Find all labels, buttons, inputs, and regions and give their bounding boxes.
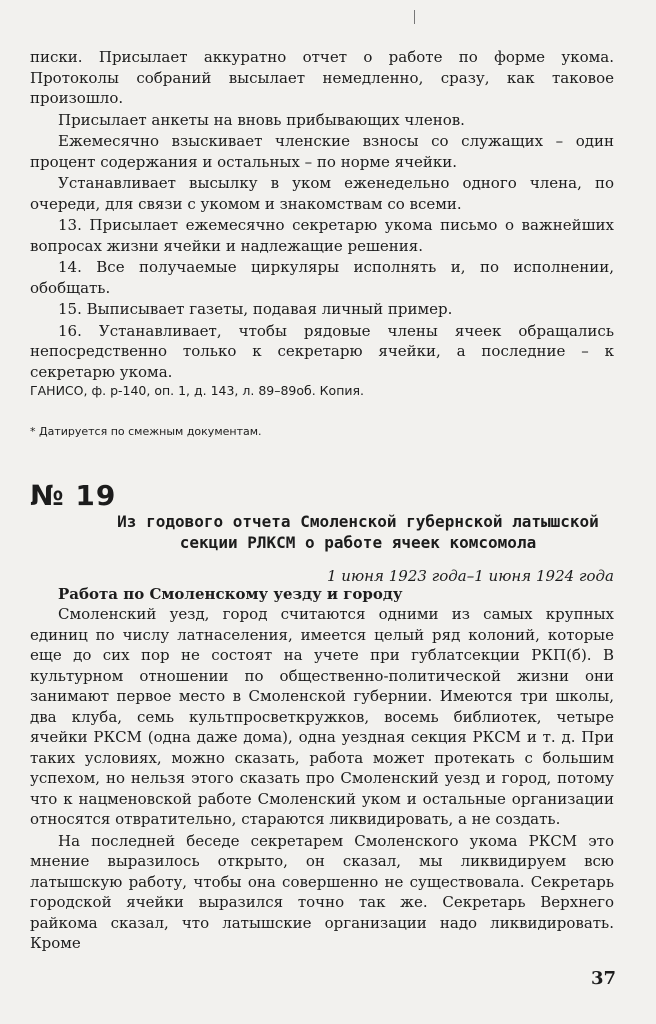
paragraph: 15. Выписывает газеты, подавая личный пример. bbox=[58, 300, 453, 318]
paragraph: Ежемесячно взыскивает членские взносы со служащих – один процент содержания и остальных – по норме ячейки. bbox=[30, 132, 614, 171]
paragraph: Устанавливает высылку в уком еженедельно одного члена, по очереди, для связи с укомом и знакомствам со всеми. bbox=[30, 174, 614, 213]
paragraph: Присылает анкеты на вновь прибывающих членов. bbox=[58, 110, 465, 129]
archive-source-note: ГАНИСО, ф. р-140, оп. 1, д. 143, л. 89–89об. Копия. bbox=[30, 383, 364, 398]
document-body bbox=[30, 604, 614, 954]
paragraph: писки. Присылает аккуратно отчет о работе по форме укома. Протоколы собраний высылает немедленно, сразу, как таковое произошло. bbox=[30, 48, 614, 107]
document-date: 1 июня 1923 года–1 июня 1924 года bbox=[326, 567, 614, 585]
footnote: * Датируется по смежным документам. bbox=[30, 425, 262, 438]
page-number: 37 bbox=[590, 968, 616, 989]
paragraph: На последней беседе секретарем Смоленского укома РКСМ это мнение выразилось открыто, он сказал, мы ликвидируем всю латышскую работу, чтобы она совершенно не существовала. Секретарь городской ячейки выразился точно так же. Секретарь Верхнего райкома сказал, что латышские организации надо ликвидировать. Кроме bbox=[30, 831, 614, 952]
paragraph: 13. Присылает ежемесячно секретарю укома письмо о важнейших вопросах жизни ячейки и надлежащие решения. bbox=[30, 216, 614, 255]
document-title bbox=[100, 511, 616, 553]
document-number: № 19 bbox=[30, 479, 117, 512]
scan-mark bbox=[414, 10, 415, 24]
paragraph: 14. Все получаемые циркуляры исполнять и, по исполнении, обобщать. bbox=[30, 258, 614, 297]
document-title-line: секции РЛКСМ о работе ячеек комсомола bbox=[179, 533, 537, 552]
previous-document-continuation bbox=[30, 47, 614, 382]
paragraph: Смоленский уезд, город считаются одними из самых крупных единиц по числу латнаселения, имеется целый ряд колоний, которые еще до сих пор не состоят на учете при гублатсекции РКП(б). В культурном отношении по общественно-политической жизни они занимают первое место в Смоленской губернии. Имеются три школы, два клуба, семь культпросветкружков, восемь библиотек, четыре ячейки РКСМ (одна даже дома), одна уездная секция РКСМ и т. д. При таких условиях, можно сказать, работа может протекать с большим успехом, но нельзя этого сказать про Смоленский уезд и город, потому что к нацменовской работе Смоленский уком и остальные организации относятся отвратительно, стараются ликвидировать, а не создать. bbox=[30, 605, 614, 828]
document-title-line: Из годового отчета Смоленской губернской латышской bbox=[117, 512, 599, 531]
section-heading: Работа по Смоленскому уезду и городу bbox=[58, 585, 403, 603]
paragraph: 16. Устанавливает, чтобы рядовые члены ячеек обращались непосредственно только к секретарю ячейки, а последние – к секретарю укома. bbox=[30, 321, 614, 381]
